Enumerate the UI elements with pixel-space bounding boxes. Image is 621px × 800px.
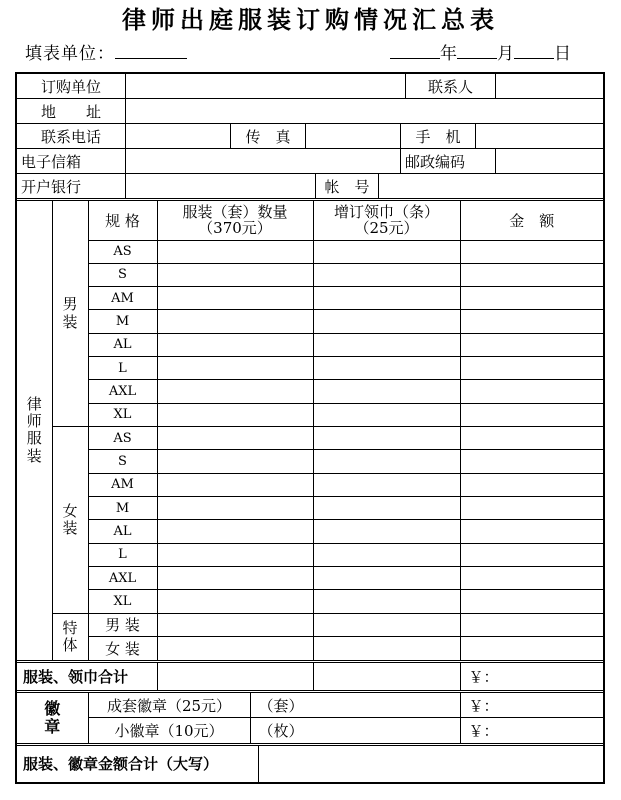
scarf-qty-cell[interactable]: [313, 380, 460, 403]
size-label: AS: [88, 240, 157, 263]
suit-qty-cell[interactable]: [157, 497, 313, 520]
group-label-cell: [17, 201, 52, 660]
grand-total-field[interactable]: [258, 746, 603, 782]
female-size-row: [17, 520, 603, 543]
badge-label-cell: [17, 693, 88, 743]
female-size-row: [17, 567, 603, 590]
amount-cell[interactable]: [460, 637, 603, 660]
fax-field[interactable]: [305, 124, 400, 148]
fax-label: 传 真: [230, 124, 305, 148]
grand-total-label: 服装、徽章金额合计（大写）: [17, 746, 258, 782]
group-label: 律师服装: [26, 394, 42, 465]
scarf-qty-cell[interactable]: [313, 450, 460, 473]
badge-qty-cell[interactable]: （套）: [250, 693, 460, 718]
female-label: 女装: [62, 501, 78, 537]
scarf-qty-cell[interactable]: [313, 357, 460, 380]
male-label-cell: [52, 201, 88, 427]
header-scarf-qty-label: 增订领巾（条）: [333, 203, 439, 222]
info-row-phone: [17, 123, 603, 148]
phone-label: 联系电话: [40, 127, 101, 146]
postcode-label: 邮政编码: [400, 149, 495, 173]
female-size-row: [17, 590, 603, 613]
amount-cell[interactable]: [460, 333, 603, 356]
header-suit-qty-label: 服装（套）数量: [182, 203, 288, 222]
special-row-label: 男 装: [88, 613, 157, 636]
size-label: AL: [88, 333, 157, 356]
female-size-row: [17, 497, 603, 520]
totals-row: [17, 663, 603, 690]
header-suit-qty: [157, 201, 313, 240]
badge-table: [17, 693, 603, 743]
day-blank[interactable]: [514, 41, 554, 59]
amount-cell[interactable]: [460, 497, 603, 520]
suit-qty-cell[interactable]: [157, 543, 313, 566]
contact-person-label: 联系人: [405, 74, 495, 98]
bank-field[interactable]: [125, 174, 315, 198]
fill-unit-blank[interactable]: [115, 41, 187, 59]
account-field[interactable]: [378, 174, 603, 198]
fill-unit-label: 填表单位：: [25, 44, 115, 64]
amount-cell[interactable]: [460, 427, 603, 450]
female-size-row: [17, 543, 603, 566]
scarf-qty-cell[interactable]: [313, 613, 460, 636]
totals-table: [17, 663, 603, 690]
badge-section: [17, 690, 603, 743]
badge-qty-cell[interactable]: （枚）: [250, 718, 460, 743]
order-unit-label: 订购单位: [40, 77, 101, 96]
header-scarf-price: （25元）: [354, 219, 419, 238]
info-row-order-unit: [17, 74, 603, 98]
amount-cell[interactable]: [460, 263, 603, 286]
badge-name: 小徽章（10元）: [88, 718, 250, 743]
address-field[interactable]: [125, 99, 603, 123]
suit-qty-cell[interactable]: [157, 520, 313, 543]
amount-cell[interactable]: [460, 287, 603, 310]
size-label: XL: [88, 403, 157, 426]
year-blank[interactable]: [390, 41, 440, 59]
suit-qty-cell[interactable]: [157, 613, 313, 636]
account-label: 帐 号: [315, 174, 378, 198]
header-amount: 金 额: [460, 201, 603, 240]
suit-qty-cell[interactable]: [157, 240, 313, 263]
bank-label: 开户银行: [21, 177, 82, 196]
scarf-qty-cell[interactable]: [313, 333, 460, 356]
scarf-qty-cell[interactable]: [313, 427, 460, 450]
suit-qty-cell[interactable]: [157, 403, 313, 426]
scarf-qty-cell[interactable]: [313, 567, 460, 590]
size-label: AL: [88, 520, 157, 543]
male-size-row: [17, 310, 603, 333]
header-spec: 规 格: [88, 201, 157, 240]
scarf-qty-cell[interactable]: [313, 287, 460, 310]
header-scarf-qty: [313, 201, 460, 240]
amount-cell[interactable]: [460, 543, 603, 566]
badge-label: 徽章: [44, 698, 61, 736]
scarf-qty-cell[interactable]: [313, 310, 460, 333]
female-size-row: [17, 427, 603, 450]
fill-unit-group: [25, 41, 187, 63]
scarf-qty-cell[interactable]: [313, 520, 460, 543]
contact-person-field[interactable]: [495, 74, 603, 98]
male-size-row: [17, 357, 603, 380]
suit-qty-cell[interactable]: [157, 567, 313, 590]
mobile-field[interactable]: [475, 124, 603, 148]
amount-cell[interactable]: [460, 520, 603, 543]
size-label: AM: [88, 473, 157, 496]
month-label: 月: [497, 44, 514, 64]
month-blank[interactable]: [457, 41, 497, 59]
suit-qty-cell[interactable]: [157, 427, 313, 450]
amount-cell[interactable]: [460, 590, 603, 613]
order-table: [17, 201, 603, 660]
amount-cell[interactable]: [460, 380, 603, 403]
special-size-row: [17, 613, 603, 636]
amount-cell[interactable]: [460, 357, 603, 380]
badge-amount-cell[interactable]: ￥：: [460, 693, 603, 718]
totals-amount-cell[interactable]: ￥：: [460, 663, 603, 690]
male-size-row: [17, 240, 603, 263]
size-label: L: [88, 357, 157, 380]
postcode-field[interactable]: [495, 149, 603, 173]
mobile-label: 手 机: [400, 124, 475, 148]
amount-cell[interactable]: [460, 450, 603, 473]
suit-qty-cell[interactable]: [157, 287, 313, 310]
suit-qty-cell[interactable]: [157, 380, 313, 403]
grand-total-section: [17, 743, 603, 782]
amount-cell[interactable]: [460, 473, 603, 496]
amount-cell[interactable]: [460, 567, 603, 590]
size-label: S: [88, 450, 157, 473]
header-suit-price: （370元）: [198, 219, 272, 238]
totals-suit-qty-cell[interactable]: [157, 663, 313, 690]
special-size-row: [17, 637, 603, 660]
badge-amount-cell[interactable]: ￥：: [460, 718, 603, 743]
amount-cell[interactable]: [460, 403, 603, 426]
form-title: 律师出庭服装订购情况汇总表: [122, 5, 499, 34]
badge-row: [17, 718, 603, 743]
scarf-qty-cell[interactable]: [313, 263, 460, 286]
info-row-address: [17, 98, 603, 123]
male-label: 男装: [62, 295, 78, 331]
size-label: L: [88, 543, 157, 566]
amount-cell[interactable]: [460, 613, 603, 636]
grand-total-row: [17, 746, 603, 782]
size-label: AM: [88, 287, 157, 310]
suit-qty-cell[interactable]: [157, 450, 313, 473]
badge-name: 成套徽章（25元）: [88, 693, 250, 718]
size-label: XL: [88, 590, 157, 613]
male-size-row: [17, 263, 603, 286]
order-table-header: [17, 201, 603, 240]
size-label: AS: [88, 427, 157, 450]
amount-cell[interactable]: [460, 310, 603, 333]
size-label: AXL: [88, 567, 157, 590]
female-size-row: [17, 450, 603, 473]
info-row-email: [17, 148, 603, 173]
male-size-row: [17, 403, 603, 426]
scarf-qty-cell[interactable]: [313, 637, 460, 660]
female-label-cell: [52, 427, 88, 614]
order-form: [15, 72, 605, 784]
scarf-qty-cell[interactable]: [313, 497, 460, 520]
email-field[interactable]: [125, 149, 400, 173]
suit-qty-cell[interactable]: [157, 310, 313, 333]
info-row-bank: [17, 173, 603, 198]
order-unit-field[interactable]: [125, 74, 405, 98]
special-label-cell: [52, 613, 88, 660]
order-section: [17, 198, 603, 660]
scarf-qty-cell[interactable]: [313, 543, 460, 566]
special-label: 特体: [62, 618, 78, 654]
totals-section: [17, 660, 603, 690]
year-label: 年: [440, 44, 457, 64]
suit-qty-cell[interactable]: [157, 473, 313, 496]
size-label: M: [88, 310, 157, 333]
totals-scarf-qty-cell[interactable]: [313, 663, 460, 690]
size-label: S: [88, 263, 157, 286]
male-size-row: [17, 333, 603, 356]
male-size-row: [17, 380, 603, 403]
male-size-row: [17, 287, 603, 310]
size-label: AXL: [88, 380, 157, 403]
amount-cell[interactable]: [460, 240, 603, 263]
suit-qty-cell[interactable]: [157, 357, 313, 380]
date-group: [390, 41, 571, 63]
address-label: 地 址: [40, 102, 101, 121]
suit-qty-cell[interactable]: [157, 590, 313, 613]
info-section: [17, 74, 603, 198]
grand-total-table: [17, 746, 603, 782]
female-size-row: [17, 473, 603, 496]
suit-qty-cell[interactable]: [157, 263, 313, 286]
badge-row: [17, 693, 603, 718]
day-label: 日: [554, 44, 571, 64]
scarf-qty-cell[interactable]: [313, 240, 460, 263]
email-label: 电子信箱: [21, 152, 82, 171]
suit-qty-cell[interactable]: [157, 333, 313, 356]
phone-field[interactable]: [125, 124, 230, 148]
special-row-label: 女 装: [88, 637, 157, 660]
scarf-qty-cell[interactable]: [313, 590, 460, 613]
totals-label: 服装、领巾合计: [17, 663, 157, 690]
size-label: M: [88, 497, 157, 520]
suit-qty-cell[interactable]: [157, 637, 313, 660]
scarf-qty-cell[interactable]: [313, 473, 460, 496]
scarf-qty-cell[interactable]: [313, 403, 460, 426]
